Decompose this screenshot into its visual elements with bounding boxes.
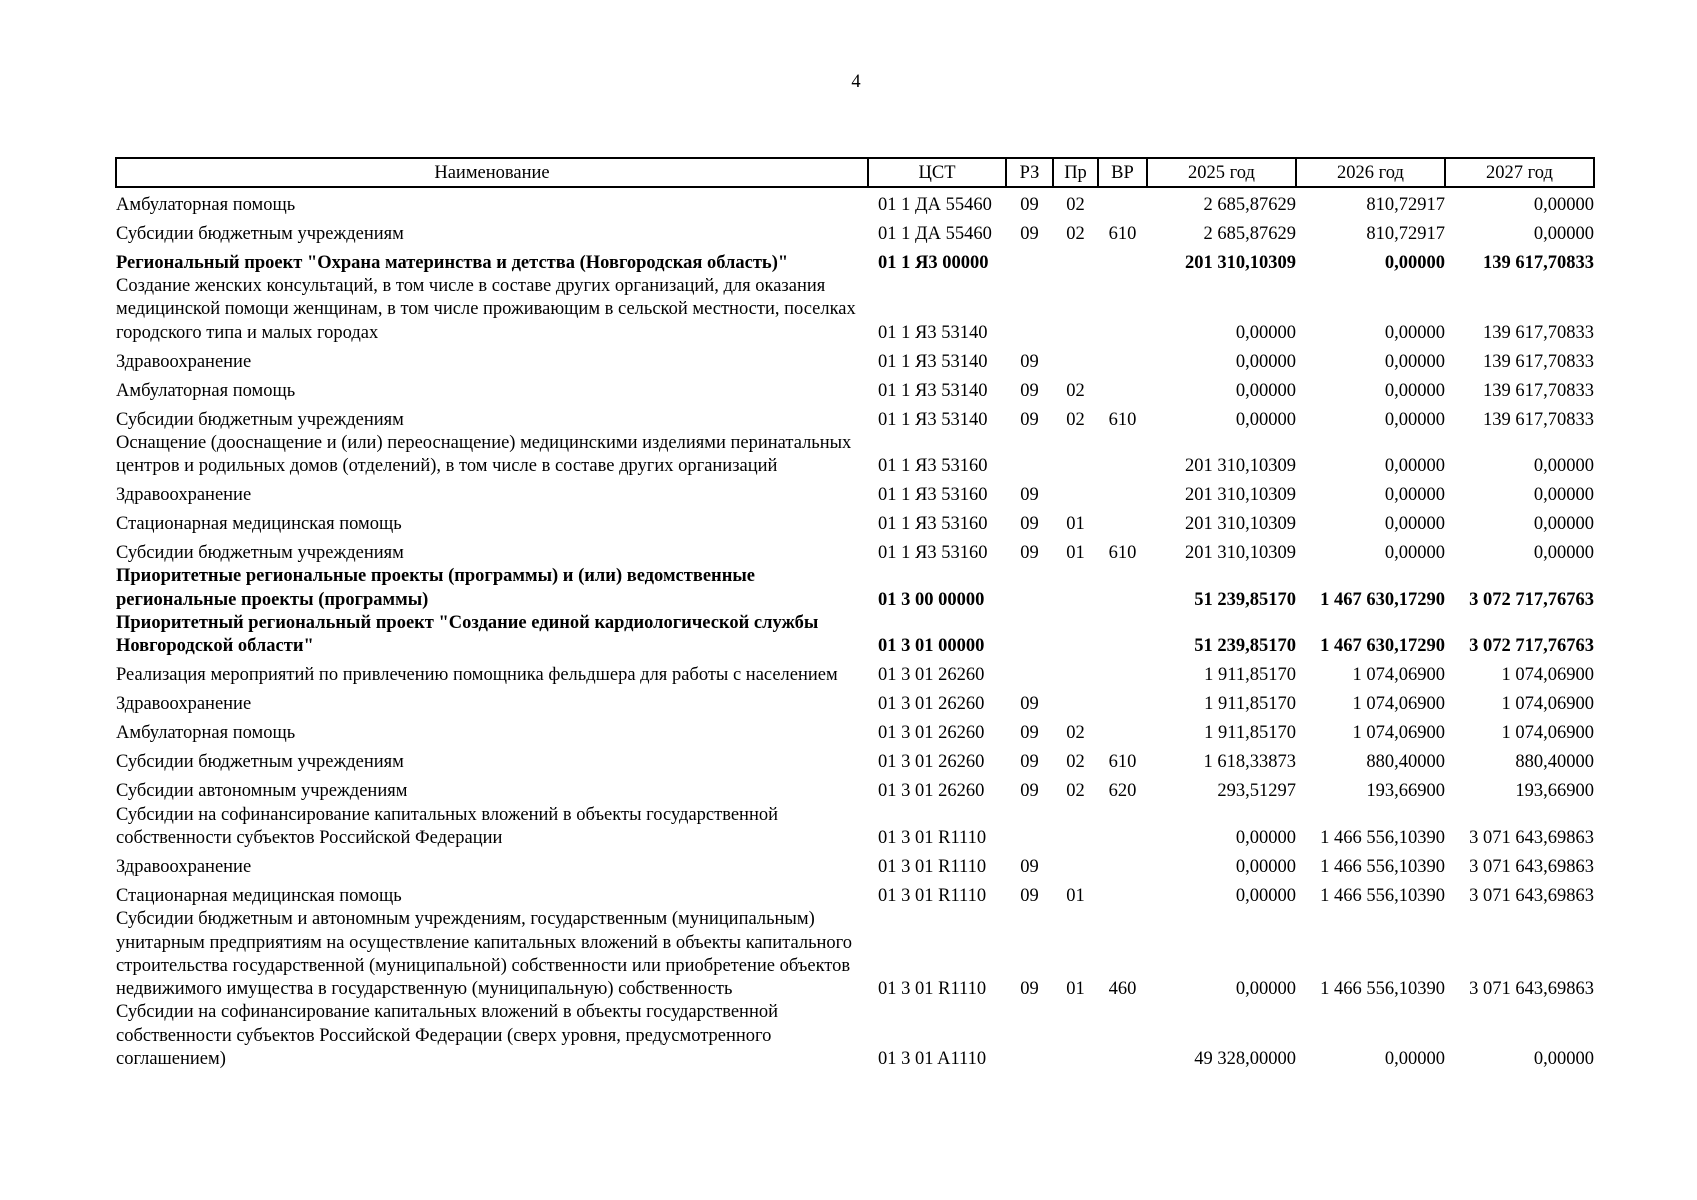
cell-name: Субсидии бюджетным учреждениям xyxy=(116,543,404,564)
cell-2025: 51 239,85170 xyxy=(1194,589,1296,610)
cell-cst: 01 3 01 26260 xyxy=(878,723,985,744)
cell-pr: 01 xyxy=(1066,514,1085,535)
cell-vr xyxy=(1098,659,1147,688)
cell-2026: 1 466 556,10390 xyxy=(1320,856,1445,877)
cell-2026: 0,00000 xyxy=(1384,456,1445,477)
cell-2026: 1 467 630,17290 xyxy=(1320,636,1445,657)
cell-pr xyxy=(1053,688,1098,717)
cell-cst: 01 1 Я3 53160 xyxy=(878,456,988,477)
cell-pr xyxy=(1053,246,1098,275)
cell-2025: 2 685,87629 xyxy=(1203,223,1296,244)
cell-2025: 201 310,10309 xyxy=(1185,456,1296,477)
cell-2025: 201 310,10309 xyxy=(1185,514,1296,535)
cell-cst: 01 3 01 26260 xyxy=(878,752,985,773)
cell-vr: 610 xyxy=(1108,409,1137,430)
cell-vr: 620 xyxy=(1108,781,1137,802)
table-row xyxy=(116,246,1594,275)
cell-2025: 2 685,87629 xyxy=(1203,194,1296,215)
cell-rz: 09 xyxy=(1020,409,1039,430)
table-row xyxy=(116,659,1594,688)
cell-name: Стационарная медицинская помощь xyxy=(116,514,402,535)
cell-rz: 09 xyxy=(1020,781,1039,802)
cell-cst: 01 3 01 R1110 xyxy=(878,979,987,1000)
cell-pr: 01 xyxy=(1066,543,1085,564)
cell-name: Приоритетный региональный проект "Создание единой кардиологической службы Новгородской области" xyxy=(116,613,819,657)
cell-vr: 610 xyxy=(1108,543,1137,564)
table-row xyxy=(116,850,1594,879)
cell-cst: 01 1 Я3 53160 xyxy=(878,514,988,535)
cell-pr: 01 xyxy=(1066,885,1085,906)
cell-2025: 1 911,85170 xyxy=(1204,665,1296,686)
cell-cst: 01 3 01 26260 xyxy=(878,781,985,802)
cell-vr xyxy=(1098,246,1147,275)
cell-2026: 1 466 556,10390 xyxy=(1320,885,1445,906)
cell-pr xyxy=(1053,345,1098,374)
cell-2025: 49 328,00000 xyxy=(1194,1049,1296,1070)
cell-pr: 02 xyxy=(1066,781,1085,802)
cell-name: Амбулаторная помощь xyxy=(116,380,296,401)
cell-2026: 0,00000 xyxy=(1384,514,1445,535)
table-row xyxy=(116,536,1594,565)
cell-vr: 610 xyxy=(1108,223,1137,244)
cell-cst: 01 3 01 R1110 xyxy=(878,885,987,906)
table-row xyxy=(116,478,1594,507)
cell-rz: 09 xyxy=(1020,979,1039,1000)
cell-rz: 09 xyxy=(1020,723,1039,744)
cell-rz: 09 xyxy=(1020,752,1039,773)
cell-name: Здравоохранение xyxy=(116,694,252,715)
cell-name: Стационарная медицинская помощь xyxy=(116,885,402,906)
cell-cst: 01 1 Я3 00000 xyxy=(878,252,989,273)
cell-2027: 139 617,70833 xyxy=(1483,351,1594,372)
cell-2025: 0,00000 xyxy=(1235,351,1296,372)
header-pr: Пр xyxy=(1053,158,1098,187)
cell-name: Амбулаторная помощь xyxy=(116,194,296,215)
cell-name: Субсидии автономным учреждениям xyxy=(116,781,408,802)
cell-2026: 1 074,06900 xyxy=(1352,723,1445,744)
cell-vr xyxy=(1098,850,1147,879)
cell-pr: 02 xyxy=(1066,194,1085,215)
table-row xyxy=(116,612,1594,659)
cell-rz: 09 xyxy=(1020,543,1039,564)
cell-cst: 01 3 01 00000 xyxy=(878,636,985,657)
cell-rz: 09 xyxy=(1020,856,1039,877)
cell-2026: 0,00000 xyxy=(1384,409,1445,430)
header-rz: РЗ xyxy=(1006,158,1053,187)
cell-rz: 09 xyxy=(1020,351,1039,372)
header-name: Наименование xyxy=(116,158,868,187)
table-row xyxy=(116,374,1594,403)
cell-vr xyxy=(1098,275,1147,345)
cell-2026: 1 467 630,17290 xyxy=(1320,589,1445,610)
cell-vr xyxy=(1098,1001,1147,1071)
cell-vr: 610 xyxy=(1108,752,1137,773)
cell-2027: 880,40000 xyxy=(1515,752,1594,773)
table-body xyxy=(116,187,1594,1071)
cell-vr xyxy=(1098,432,1147,479)
cell-vr xyxy=(1098,612,1147,659)
cell-cst: 01 3 01 R1110 xyxy=(878,856,987,877)
table-row xyxy=(116,746,1594,775)
cell-rz xyxy=(1006,804,1053,851)
cell-2026: 0,00000 xyxy=(1384,543,1445,564)
table-row xyxy=(116,688,1594,717)
cell-pr: 02 xyxy=(1066,380,1085,401)
table-row xyxy=(116,717,1594,746)
cell-name: Субсидии бюджетным учреждениям xyxy=(116,409,404,430)
cell-2027: 139 617,70833 xyxy=(1483,252,1594,273)
cell-name: Субсидии на софинансирование капитальных вложений в объекты государственной собственности субъектов Российской Федерации xyxy=(116,804,778,848)
cell-2025: 51 239,85170 xyxy=(1194,636,1296,657)
cell-2027: 193,66900 xyxy=(1515,781,1594,802)
cell-2025: 201 310,10309 xyxy=(1185,252,1296,273)
cell-2027: 0,00000 xyxy=(1533,456,1594,477)
cell-2025: 293,51297 xyxy=(1217,781,1296,802)
table-row xyxy=(116,275,1594,345)
cell-rz xyxy=(1006,659,1053,688)
cell-2025: 201 310,10309 xyxy=(1185,543,1296,564)
cell-rz: 09 xyxy=(1020,194,1039,215)
cell-2027: 0,00000 xyxy=(1533,485,1594,506)
table-header-row xyxy=(116,158,1594,187)
cell-rz: 09 xyxy=(1020,694,1039,715)
cell-vr xyxy=(1098,345,1147,374)
cell-rz: 09 xyxy=(1020,485,1039,506)
header-cst: ЦСТ xyxy=(868,158,1006,187)
cell-2025: 0,00000 xyxy=(1235,827,1296,848)
cell-2026: 1 074,06900 xyxy=(1352,694,1445,715)
cell-name: Здравоохранение xyxy=(116,485,252,506)
cell-pr xyxy=(1053,850,1098,879)
table-row xyxy=(116,507,1594,536)
cell-vr xyxy=(1098,478,1147,507)
cell-2025: 0,00000 xyxy=(1235,856,1296,877)
cell-pr xyxy=(1053,612,1098,659)
cell-2026: 810,72917 xyxy=(1366,223,1445,244)
cell-cst: 01 1 Я3 53140 xyxy=(878,409,988,430)
cell-pr xyxy=(1053,432,1098,479)
cell-2027: 1 074,06900 xyxy=(1501,694,1594,715)
cell-name: Субсидии на софинансирование капитальных вложений в объекты государственной собственности субъектов Российской Федерации (сверх уровня, предусмотренного соглашением) xyxy=(116,1002,778,1070)
cell-2026: 0,00000 xyxy=(1384,322,1445,343)
cell-vr xyxy=(1098,507,1147,536)
cell-name: Создание женских консультаций, в том числе в составе других организаций, для оказания медицинской помощи женщинам, в том числе проживающим в сельской местности, поселках городского типа и малых городах xyxy=(116,276,856,343)
table-row xyxy=(116,403,1594,432)
cell-cst: 01 1 Я3 53140 xyxy=(878,351,988,372)
cell-pr: 02 xyxy=(1066,409,1085,430)
cell-2027: 3 071 643,69863 xyxy=(1469,856,1594,877)
cell-cst: 01 3 01 A1110 xyxy=(878,1049,987,1070)
cell-cst: 01 3 01 R1110 xyxy=(878,827,987,848)
cell-vr xyxy=(1098,374,1147,403)
cell-2025: 1 911,85170 xyxy=(1204,694,1296,715)
cell-2027: 1 074,06900 xyxy=(1501,665,1594,686)
table-row xyxy=(116,217,1594,246)
cell-rz: 09 xyxy=(1020,223,1039,244)
cell-2027: 0,00000 xyxy=(1533,223,1594,244)
cell-name: Оснащение (дооснащение и (или) переоснащение) медицинскими изделиями перинатальных центров и родильных домов (отделений), в том числе в составе других организаций xyxy=(116,432,852,477)
cell-name: Здравоохранение xyxy=(116,856,252,877)
cell-pr xyxy=(1053,1001,1098,1071)
cell-2027: 0,00000 xyxy=(1533,543,1594,564)
cell-cst: 01 3 01 26260 xyxy=(878,694,985,715)
cell-rz xyxy=(1006,565,1053,612)
cell-2025: 1 911,85170 xyxy=(1204,723,1296,744)
cell-2027: 3 071 643,69863 xyxy=(1469,979,1594,1000)
budget-table xyxy=(115,157,1595,1071)
cell-2025: 1 618,33873 xyxy=(1203,752,1296,773)
cell-2027: 139 617,70833 xyxy=(1483,322,1594,343)
table-row xyxy=(116,804,1594,851)
cell-2027: 3 072 717,76763 xyxy=(1469,636,1594,657)
cell-2026: 810,72917 xyxy=(1366,194,1445,215)
cell-cst: 01 1 ДА 55460 xyxy=(878,223,992,244)
cell-2027: 0,00000 xyxy=(1533,1049,1594,1070)
header-2025: 2025 год xyxy=(1147,158,1296,187)
cell-2027: 0,00000 xyxy=(1533,514,1594,535)
table-row xyxy=(116,345,1594,374)
cell-2026: 1 466 556,10390 xyxy=(1320,827,1445,848)
cell-cst: 01 1 Я3 53160 xyxy=(878,543,988,564)
cell-2025: 201 310,10309 xyxy=(1185,485,1296,506)
cell-name: Субсидии бюджетным учреждениям xyxy=(116,223,404,244)
table-row xyxy=(116,432,1594,479)
cell-name: Амбулаторная помощь xyxy=(116,723,296,744)
cell-rz: 09 xyxy=(1020,380,1039,401)
cell-cst: 01 1 Я3 53140 xyxy=(878,380,988,401)
cell-rz: 09 xyxy=(1020,885,1039,906)
cell-name: Субсидии бюджетным и автономным учреждениям, государственным (муниципальным) унитарным предприятиям на осуществление капитальных вложений в объекты капитального строительства государственной (муниципальной) собственности или приобретение объектов недвижимого имущества в государственную (муниципальную) собственность xyxy=(116,909,853,1000)
cell-2026: 0,00000 xyxy=(1384,351,1445,372)
header-2026: 2026 год xyxy=(1296,158,1445,187)
cell-cst: 01 1 Я3 53140 xyxy=(878,322,988,343)
cell-cst: 01 3 00 00000 xyxy=(878,589,985,610)
cell-pr xyxy=(1053,478,1098,507)
cell-2027: 3 072 717,76763 xyxy=(1469,589,1594,610)
cell-2027: 0,00000 xyxy=(1533,194,1594,215)
cell-vr xyxy=(1098,565,1147,612)
cell-rz xyxy=(1006,275,1053,345)
cell-vr xyxy=(1098,717,1147,746)
cell-cst: 01 1 Я3 53160 xyxy=(878,485,988,506)
header-vr: ВР xyxy=(1098,158,1147,187)
cell-2027: 139 617,70833 xyxy=(1483,380,1594,401)
cell-cst: 01 1 ДА 55460 xyxy=(878,194,992,215)
cell-pr: 02 xyxy=(1066,223,1085,244)
cell-2027: 139 617,70833 xyxy=(1483,409,1594,430)
cell-2025: 0,00000 xyxy=(1235,979,1296,1000)
cell-rz xyxy=(1006,1001,1053,1071)
cell-2027: 3 071 643,69863 xyxy=(1469,885,1594,906)
table-row xyxy=(116,775,1594,804)
cell-2027: 3 071 643,69863 xyxy=(1469,827,1594,848)
cell-2027: 1 074,06900 xyxy=(1501,723,1594,744)
cell-2026: 880,40000 xyxy=(1366,752,1445,773)
cell-2025: 0,00000 xyxy=(1235,380,1296,401)
page-number: 4 xyxy=(851,72,861,92)
cell-name: Реализация мероприятий по привлечению помощника фельдшера для работы с населением xyxy=(116,665,838,686)
table-row xyxy=(116,565,1594,612)
cell-2025: 0,00000 xyxy=(1235,885,1296,906)
cell-vr xyxy=(1098,688,1147,717)
cell-vr xyxy=(1098,804,1147,851)
cell-2026: 1 466 556,10390 xyxy=(1320,979,1445,1000)
cell-2026: 0,00000 xyxy=(1384,380,1445,401)
cell-rz: 09 xyxy=(1020,514,1039,535)
header-2027: 2027 год xyxy=(1445,158,1594,187)
cell-vr xyxy=(1098,187,1147,217)
cell-pr: 02 xyxy=(1066,752,1085,773)
cell-2026: 193,66900 xyxy=(1366,781,1445,802)
cell-pr xyxy=(1053,565,1098,612)
cell-vr: 460 xyxy=(1108,979,1137,1000)
cell-rz xyxy=(1006,612,1053,659)
table-row xyxy=(116,879,1594,908)
table-row xyxy=(116,908,1594,1001)
cell-name: Приоритетные региональные проекты (программы) и (или) ведомственные региональные проекты (программы) xyxy=(116,566,756,610)
cell-2025: 0,00000 xyxy=(1235,322,1296,343)
cell-2026: 0,00000 xyxy=(1384,485,1445,506)
cell-2026: 0,00000 xyxy=(1384,252,1445,273)
cell-2025: 0,00000 xyxy=(1235,409,1296,430)
cell-name: Региональный проект "Охрана материнства и детства (Новгородская область)" xyxy=(116,252,789,273)
cell-pr xyxy=(1053,804,1098,851)
table-row xyxy=(116,187,1594,217)
cell-2026: 0,00000 xyxy=(1384,1049,1445,1070)
cell-pr xyxy=(1053,659,1098,688)
cell-vr xyxy=(1098,879,1147,908)
cell-pr: 02 xyxy=(1066,723,1085,744)
cell-name: Субсидии бюджетным учреждениям xyxy=(116,752,404,773)
table-row xyxy=(116,1001,1594,1071)
cell-pr xyxy=(1053,275,1098,345)
cell-pr: 01 xyxy=(1066,979,1085,1000)
cell-cst: 01 3 01 26260 xyxy=(878,665,985,686)
cell-rz xyxy=(1006,432,1053,479)
cell-name: Здравоохранение xyxy=(116,351,252,372)
cell-rz xyxy=(1006,246,1053,275)
cell-2026: 1 074,06900 xyxy=(1352,665,1445,686)
